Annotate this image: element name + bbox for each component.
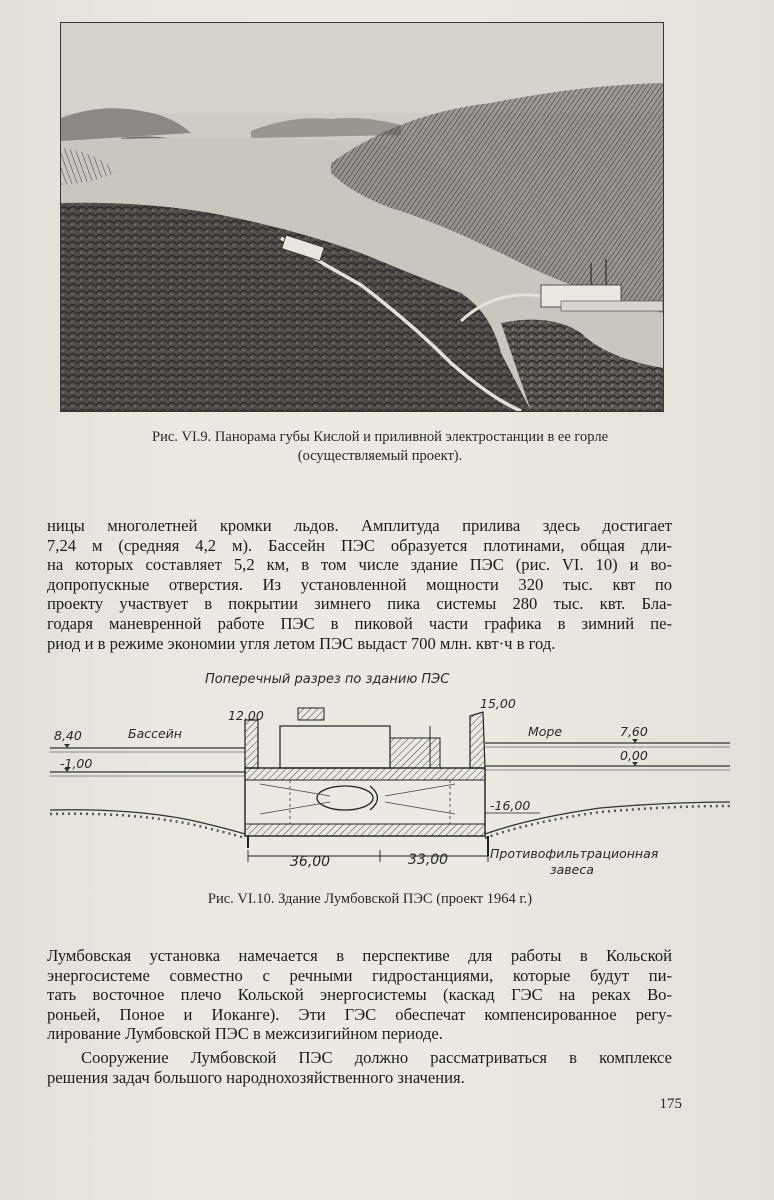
paragraph-construction — [47, 1048, 672, 1087]
panorama-illustration — [60, 22, 664, 412]
level-bottom: -16,00 — [490, 798, 531, 813]
text-line: проекту участвует в покрытии зимнего пика системы 280 тыс. квт. Бла- — [47, 594, 672, 614]
caption-line-1: Рис. VI.9. Панорама губы Кислой и приливной электростанции в ее горле — [152, 429, 608, 445]
paragraph-tidal-station — [47, 516, 672, 653]
text-line: энергосистеме совместно с речными гидростанциями, которые будут пи- — [47, 965, 672, 985]
page-number: 175 — [659, 1096, 682, 1112]
dimension-right: 33,00 — [408, 852, 449, 868]
curtain-label-line2: завеса — [550, 862, 594, 877]
level-basin-high: 8,40 — [54, 728, 82, 743]
text-line: лирование Лумбовской ПЭС в межсизигийном периоде. — [47, 1024, 443, 1044]
text-line: 7,24 м (средняя 4,2 м). Бассейн ПЭС образуется плотинами, общая дли- — [47, 535, 672, 555]
level-sea-high: 7,60 — [620, 724, 648, 739]
level-sea-low: 0,00 — [620, 748, 648, 763]
text-line: допропускные отверстия. Из установленной мощности 320 тыс. квт по — [47, 574, 672, 594]
dimension-left: 36,00 — [290, 854, 331, 870]
text-line: Лумбовская установка намечается в перспективе для работы в Кольской — [47, 946, 672, 965]
text-line: ницы многолетней кромки льдов. Амплитуда прилива здесь достигает — [47, 516, 672, 535]
text-line: роньей, Поное и Иоканге). Эти ГЭС обеспечат компенсированное регу- — [47, 1004, 672, 1024]
basin-label: Бассейн — [128, 726, 182, 741]
figure-caption-vi10: Рис. VI.10. Здание Лумбовской ПЭС (проект 1964 г.) — [207, 891, 533, 907]
level-wall-right: 15,00 — [480, 696, 516, 711]
text-line: тать восточное плечо Кольской энергосистемы (каскад ГЭС на реках Во- — [47, 985, 672, 1005]
level-basin-low: -1,00 — [60, 756, 93, 771]
text-line: годаря маневренной работе ПЭС в пиковой части графика в зимний пе- — [47, 613, 672, 633]
sea-label: Море — [528, 724, 563, 739]
text-line: Сооружение Лумбовской ПЭС должно рассматриваться в комплексе — [81, 1048, 672, 1067]
text-line: риод и в режиме экономии угля летом ПЭС выдаст 700 млн. квт·ч в год. — [47, 633, 556, 653]
level-wall-left: 12,00 — [228, 708, 264, 723]
text-line: на которых составляет 5,2 км, в том числе здание ПЭС (рис. VI. 10) и во- — [47, 555, 672, 575]
diagram-title: Поперечный разрез по зданию ПЭС — [205, 672, 450, 687]
paragraph-lumbovka — [47, 946, 672, 1044]
figure-caption-vi9 — [60, 428, 700, 466]
panorama-drawing — [61, 23, 663, 411]
caption-line-2: (осуществляемый проект). — [297, 448, 463, 464]
curtain-label-line1: Противофильтрационная — [490, 846, 659, 861]
cross-section-diagram — [40, 668, 740, 888]
text-line: решения задач большого народнохозяйственного значения. — [47, 1067, 465, 1087]
